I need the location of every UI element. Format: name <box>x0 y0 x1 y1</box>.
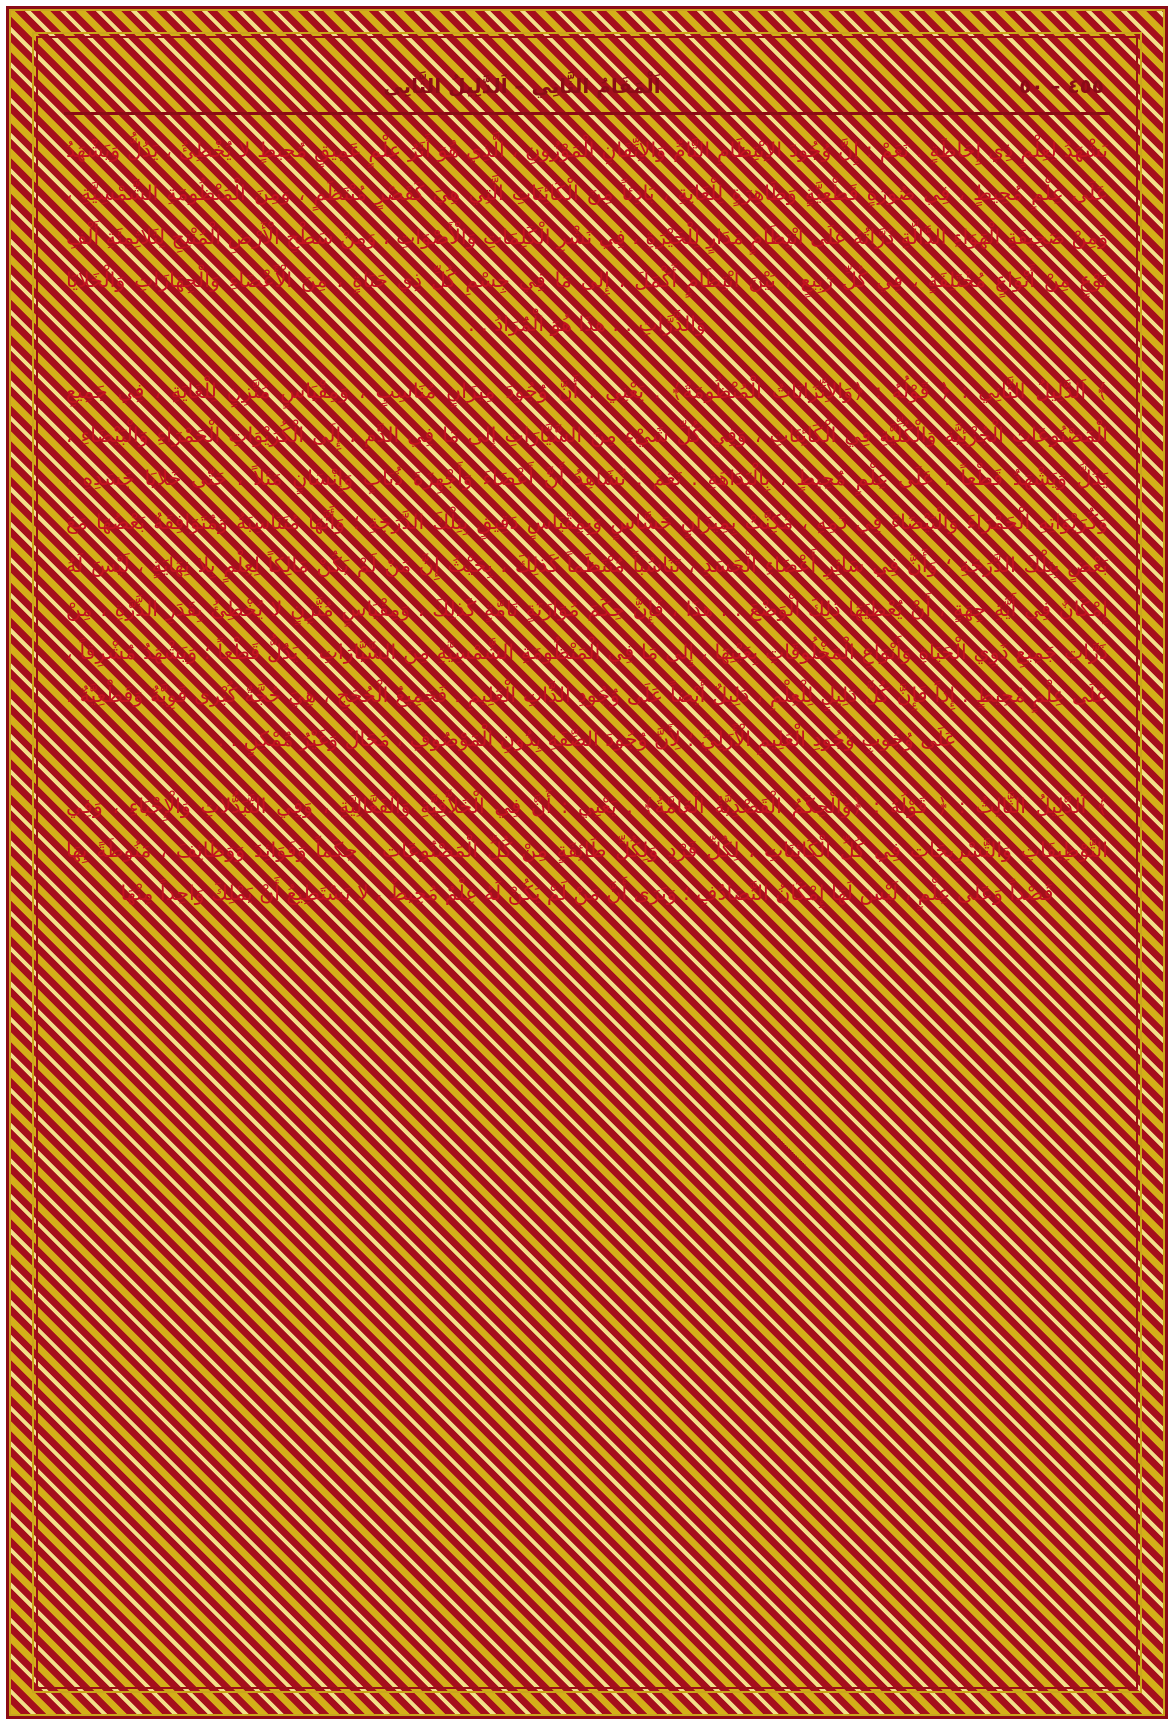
paragraph-2-second-proof: ﴾ اَلدَّلِيلُ الثَّانِي : ﴿ قَوْلُهُ : ﴿وَالاِتِّزَانَاتُ الْمُنْظُومَةُ﴾ . يَعْنِي : أَنَّ وُجُودَ مِيزَانٍ مُنَاسِبٍ ، وَمِقْيَاسٍ مُتَّزِنٍ لِلْغَايَةِ ، فِي جَمِيعِ الْمَصْنُوعَاتِ الْجُزْئِيَّةِ وَالْكُلِّيَّةِ فِي الْكَائِنَاتِ ، وَفِي كُلِّ شَيْءٍ مِنَ السَّيَّارَاتِ إِلى مَا فِي الدَّمِ ، إِلَى الْكُرَيْوَاتِ الْحَمْرَاءِ وَالْبَيْضَاءِ ، يَدُلُّ وَيَشْهَدُ قَطْعاً ، عَلَى عِلْمٍ مُحِيطٍ ، بِالْبَدَاهَةِ . نَعَمْ : نُشَاهِدُ أَنَّ أَعْضَاءَ وَأَجْهِزَةَ ذُبَابٍ وَإِنْسَانٍ مَثَلاً ، حَتّى خَلايَا جَسَدِهِ ، وَكُرَيْوَاتِهِ الْحَمْرَاءَ وَالْبَيْضَاءَ فِي دَمِهِ ، مُكِنَّتْ بِمِيزَانٍ حَسَّاسٍ وَبِمِقْيَاسٍ دَقِيقٍ بِتِلْكَ الدَّرَجَةِ ؛ وَأَنَّهَا مُتَنَاسِبَةٌ وَمُتَوَافِقَةٌ بَعْضُهَا مَعَ بَعْضٍ بِتِلْكَ الدَّرَجَةِ ؛ وَأَنَّ فِي سَائِرِ أَعْضَاءِ الْجَسَدِ ، تَنَاسُباً مُنْتَظَماً كَذلِكَ ، بِحَيْثُ إِنَّ مَنْ لَمْ يَكُنْ مَالِكاً لِعِلْمٍ بِلا نِهَايَةٍ ، لَيْسَ لَهُ إِمْكَانٌ فِي أَيَّةِ جِهَةٍ ، أَنْ يُعْطِيَهَا ذلِكَ الْوَضْعَ . . هذَا ، فَإِنَّ حِكَمَ مُوَازَنَةٍ تَامَّةٍ كَذلِكَ ، وَمِقْيَاسٍ مُتَّزِنٍ لا يُخْطِئُ بِقَدَرِ الذَّرَّةِ ، مِنْ ذَرَّاتِ جَمِيعِ ذَوِي الْحَيَاةِ وَأَنْوَاعِ الْمَخْلُوقَاتِ بِعَيْنِهَا ، إِلى مَا فِي الْمَنْظُومَةِ الشَّمْسِيَّةِ مِنَ السَّيَّارَاتِ ، يَدُلُّ قَطْعاً ؛ وَيَشْهَدُ مُشْرِقاً ، عَلَى عِلْمٍ مُحِيطٍ . إِذاً فَإِنَّ كُلَّ دَلِيلٍ لِلْعِلْمِ ، دَلِيلٌ أَيْضاً عَلَى وُجُودِ الذَّاتِ الْعَلِيمِ . فَجَمِيعُ الْحُجَجِ ، هِيَ حُجَّةٌ كُبْرى قَوِيَّةٌ وَقَطْعِيَّةٌ ، عَلَى وُجُوبِ وُجُودِ الْعَلِيمِ الْأَزَلِيِّ ؛ لِأَنَّ وُجُودَ الصِّفَةِ بِدُونِ الْمَوْصُوفِ ، مُحَالٌ وَغَيْرُ مُمْكِنٍ . . <box>66 379 1108 751</box>
body-text <box>60 129 1114 916</box>
page-content <box>60 56 1114 1669</box>
paragraph-3-third-proof: ﴾ اَلدَّلِيلُ الثَّالِثُ : ﴿ قَوْلُهُ : ﴿وَالْحِكَمُ الْقَصْدِيَّةُ الْعَامَّةُ﴾ . يَعْنِي : أَنَّ فِي الْخَلاَّقِيَّةِ وَالْفَعَّالِيَّةِ ، وَفِي التَّبَدُّلاتِ وَالْإِحْيَاءِ ، وَفِي التَّوْظِيفَاتِ وَالتَّسْرِيحَاتِ فِي كُلِّ الْكَائِنَاتِ ، لِكُلِّ فَرْدٍ وَلِكُلِّ طَائِفَةٍ مِنْ كُلِّ الْمَصْنُوعَاتِ ، حِكَماً وَفَوَائِدَ وَوَظَائِفَ ، مَنُوطَةً بِهَا قَصْداً وَعَلى عِلْمٍ ، لَيْسَ لَهَا إِمْكَانُ التَّصَادُفِ ؛ وَنَرَى أَنَّ مَنْ لَمْ يَكُنْ لَهُ عِلْمٌ مُحِيطٌ ، لا يَسْتَطِيعُ أَنْ يَمْلِكَ وَاحِداً مِنْهَا <box>66 794 1108 906</box>
page-header <box>60 56 1114 104</box>
paragraph-1: يَشْهَدُ لِعِلْمٍ ذِي إِحَاطَةٍ . نَعَمْ : إِنَّ وُجُودَ الاِنْتِظَامِ التَّامِّ وَالاِتِّقَانِ الْمَوْزُونِ ، الَّذِي هُوَ أَثَرُ عِلْمٍ عَمِيقٍ مُحِيطٍ لا يُخْطِئُ ، يَدُلُّ وَيَشْهَدُ عَلَى عِلْمٍ مُحِيطٍ ، فِي صُورَةٍ قَطْعِيَّةٍ وَظَاهِرَةٍ لِلْغَايَةِ ، بَادِئاً مِنَ الْكَائِنَاتِ الَّتِي هِيَ كَقَصْرٍ مُنْتَظَمٍ ، وَمِنَ الْمَنْظُومَةِ الشَّمْسِيَّةِ ، وَمِنْ صَحِيفَةِ الْهَوَاءِ الدَّالَّةِ ذَرَّاتُهُ عَلَى انْتِظَامٍ مَدَارٍ لِلْحَيْرَةِ ، فِي نَشْرِ الْكَلِمَاتِ وَالْأَصْوَاتِ ، وَمِنْ سَطْحِ الْأَرْضِ الْمُنْتِجِ لِثَلاثِمِئَةِ أَلْفِ نَوْعٍ مِنْ أَنْوَاعٍ مُخْتَلِفَةٍ ، فِي كُلِّ رَبِيعٍ ، بَيْنَ انْتِظَامٍ أَكْمَلَ ، إِلى مَا فِي جِسْمِ كُلِّ ذِي حَيَاةٍ ، مِنَ الْأَعْضَاءِ وَالْجِهَازَاتِ وَالْخَلايَا وَالذَّرَّاتِ . . هذَا هُوَ الْمُرَادُ . . <box>66 138 1108 336</box>
paragraph-spacer-2 <box>66 775 1108 785</box>
paragraph-spacer-1 <box>66 360 1108 370</box>
page-header-title: اَلْمَقَامُ الثَّانِي – اَلدَّلِيلُ الثَّانِي <box>383 74 661 98</box>
header-divider <box>64 112 1110 115</box>
page-number: ٤٥٥ – ٥٠ <box>1019 74 1104 98</box>
